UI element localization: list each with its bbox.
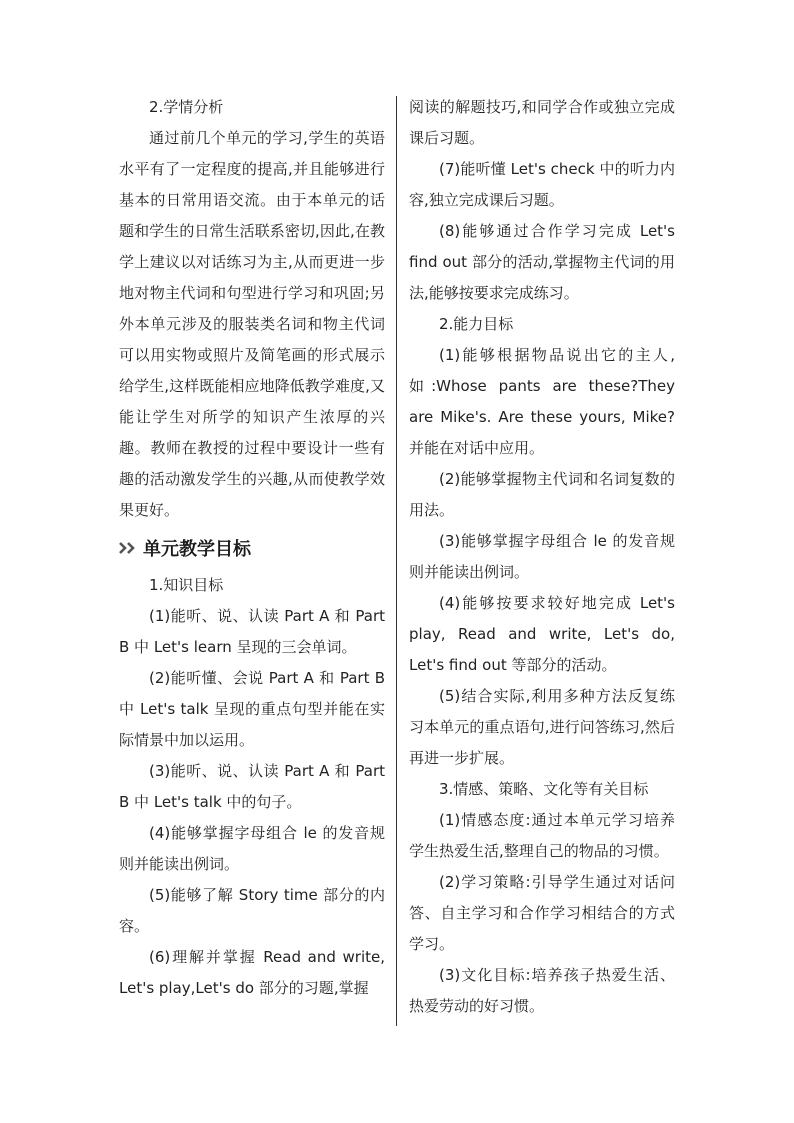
knowledge-item-7: (7)能听懂 Let's check 中的听力内容,独立完成课后习题。 — [409, 160, 675, 209]
paragraph-student-analysis: 通过前几个单元的学习,学生的英语水平有了一定程度的提高,并且能够进行基本的日常用语交流。由于本单元的话题和学生的日常生活联系密切,因此,在教学上建议以对话练习为主,从而更进一步地对物主代词和句型进行学习和巩固;另外本单元涉及的服装类名词和物主代词可以用实物或照片及简笔画的形式展示给学生,这样既能相应地降低教学难度,又能让学生对所学的知识产生浓厚的兴趣。教师在教授的过程中要设计一些有趣的活动激发学生的兴趣,从而使教学效果更好。 — [119, 129, 385, 519]
ability-item-1: (1)能够根据物品说出它的主人,如:Whose pants are these?They are Mike's. Are these yours, Mike?并能在对话中应用。 — [409, 346, 675, 457]
double-chevron-icon — [119, 534, 141, 565]
ability-item-4: (4)能够按要求较好地完成 Let's play, Read and write, Let's do, Let's find out 等部分的活动。 — [409, 594, 675, 674]
right-column — [409, 92, 675, 1022]
heading-ability-goals: 2.能力目标 — [439, 315, 514, 333]
heading-student-analysis: 2.学情分析 — [149, 98, 224, 116]
knowledge-item-2: (2)能听懂、会说 Part A 和 Part B 中 Let's talk 呈现的重点句型并能在实际情景中加以运用。 — [119, 669, 385, 749]
ability-item-2: (2)能够掌握物主代词和名词复数的用法。 — [409, 470, 675, 519]
knowledge-item-3: (3)能听、说、认读 Part A 和 Part B 中 Let's talk 中的句子。 — [119, 762, 385, 811]
left-column — [119, 92, 385, 1004]
emotion-item-1: (1)情感态度:通过本单元学习培养学生热爱生活,整理自己的物品的习惯。 — [409, 811, 675, 860]
heading-knowledge-goals: 1.知识目标 — [149, 576, 224, 594]
ability-item-3: (3)能够掌握字母组合 le 的发音规则并能读出例词。 — [409, 532, 675, 581]
section-title-text: 单元教学目标 — [143, 538, 251, 560]
knowledge-item-5: (5)能够了解 Story time 部分的内容。 — [119, 886, 385, 935]
ability-item-5: (5)结合实际,利用多种方法反复练习本单元的重点语句,进行问答练习,然后再进一步扩展。 — [409, 687, 675, 767]
knowledge-item-6: (6)理解并掌握 Read and write, Let's play,Let's do 部分的习题,掌握 — [119, 948, 385, 997]
knowledge-item-4: (4)能够掌握字母组合 le 的发音规则并能读出例词。 — [119, 824, 385, 873]
emotion-item-3: (3)文化目标:培养孩子热爱生活、热爱劳动的好习惯。 — [409, 966, 675, 1015]
column-divider — [396, 96, 397, 1026]
knowledge-item-6-continued: 阅读的解题技巧,和同学合作或独立完成课后习题。 — [409, 98, 675, 147]
knowledge-item-1: (1)能听、说、认读 Part A 和 Part B 中 Let's learn 呈现的三会单词。 — [119, 607, 385, 656]
heading-emotion-goals: 3.情感、策略、文化等有关目标 — [439, 780, 649, 798]
section-title — [119, 532, 385, 566]
knowledge-item-8: (8)能够通过合作学习完成 Let's find out 部分的活动,掌握物主代词的用法,能够按要求完成练习。 — [409, 222, 675, 302]
emotion-item-2: (2)学习策略:引导学生通过对话问答、自主学习和合作学习相结合的方式学习。 — [409, 873, 675, 953]
